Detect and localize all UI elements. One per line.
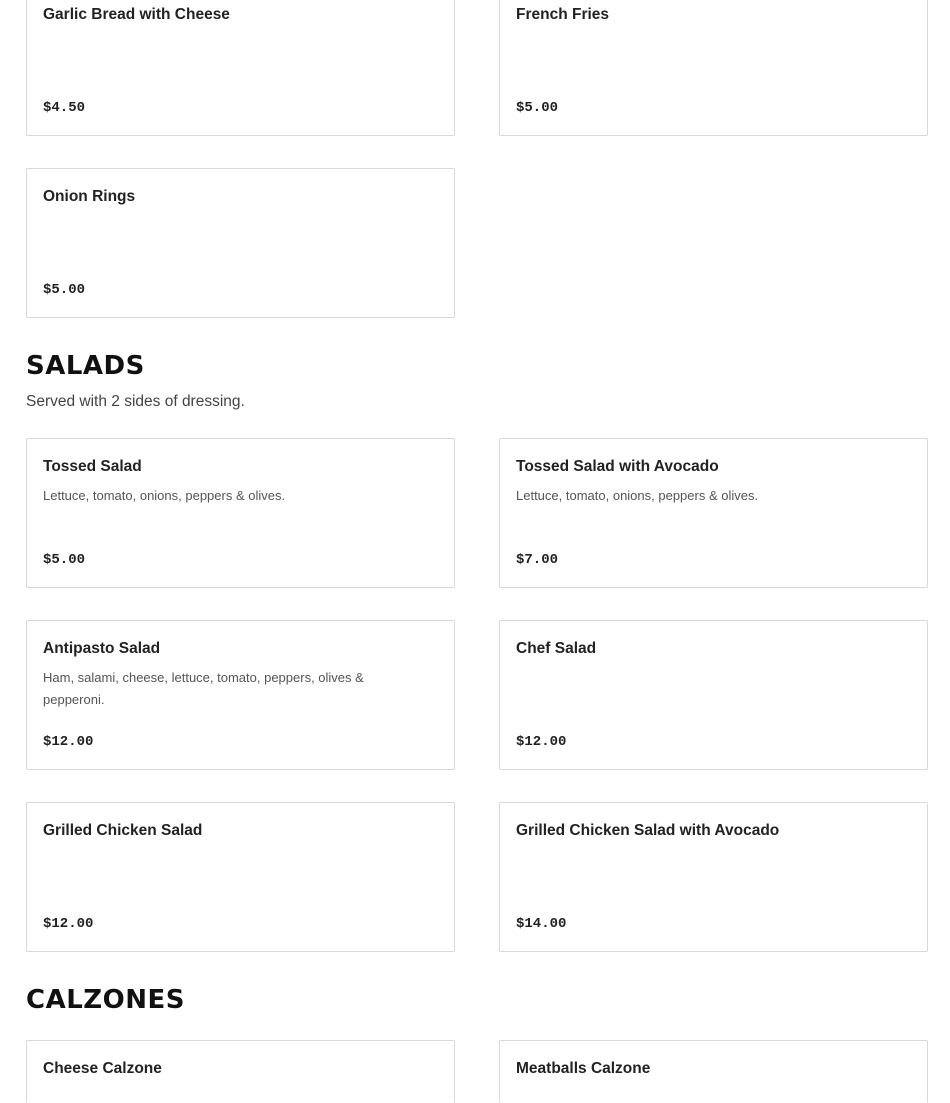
menu-item-card[interactable] [499,620,928,770]
menu-item-card[interactable] [26,802,455,952]
item-description: Ham, salami, cheese, lettuce, tomato, peppers, olives & pepperoni. [43,670,364,707]
item-price: $7.00 [516,552,559,568]
item-name: Chef Salad [516,640,597,657]
section-title-salads: SALADS [26,351,145,381]
item-name: Grilled Chicken Salad with Avocado [516,822,780,839]
section-subtitle-salads: Served with 2 sides of dressing. [26,393,245,410]
menu-item-card[interactable] [26,620,455,770]
item-name: Cheese Calzone [43,1060,162,1077]
item-price: $14.00 [516,916,567,932]
item-price: $5.00 [43,552,86,568]
section-title-calzones: CALZONES [26,985,185,1015]
item-price: $12.00 [516,734,567,750]
item-name: Grilled Chicken Salad [43,822,203,839]
item-price: $5.00 [43,282,86,298]
menu-item-card[interactable] [26,438,455,588]
item-name: Antipasto Salad [43,640,161,657]
item-price: $12.00 [43,734,94,750]
item-price: $5.00 [516,100,559,116]
menu-item-card[interactable] [499,802,928,952]
item-description: Lettuce, tomato, onions, peppers & olives. [516,488,759,503]
item-name: Tossed Salad [43,458,142,475]
item-name: Tossed Salad with Avocado [516,458,719,475]
item-name: French Fries [516,6,610,23]
item-name: Onion Rings [43,188,136,205]
menu-item-card[interactable] [26,0,455,136]
menu-item-card[interactable] [26,168,455,318]
item-price: $12.00 [43,916,94,932]
menu-item-card[interactable] [499,0,928,136]
item-description: Lettuce, tomato, onions, peppers & olives. [43,488,286,503]
item-name: Garlic Bread with Cheese [43,6,230,23]
item-price: $4.50 [43,100,86,116]
menu-item-card[interactable] [499,1040,928,1103]
item-name: Meatballs Calzone [516,1060,651,1077]
menu-item-card[interactable] [499,438,928,588]
menu-item-card[interactable] [26,1040,455,1103]
